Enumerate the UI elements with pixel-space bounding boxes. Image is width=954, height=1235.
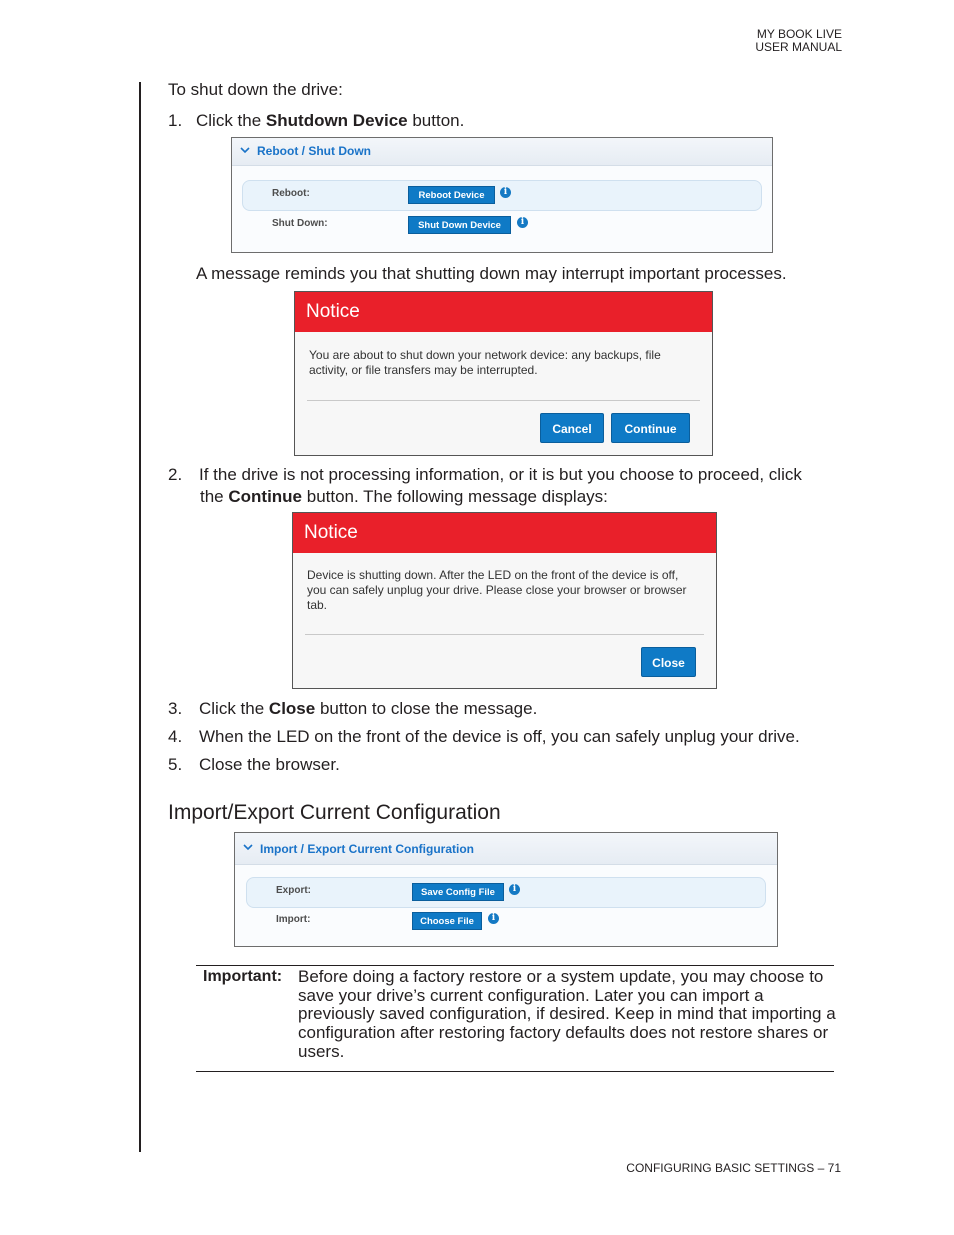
panel-header[interactable]: [232, 138, 772, 166]
notice-divider: [305, 634, 704, 635]
emphasis: Shutdown Device: [265, 111, 408, 130]
emphasis: Continue: [228, 487, 303, 506]
chevron-down-icon: [240, 145, 250, 155]
notice-divider: [307, 400, 700, 401]
step-1: 1. Click the Shutdown Device button.: [168, 111, 465, 130]
page-footer: CONFIGURING BASIC SETTINGS – 71: [626, 1161, 841, 1175]
info-icon[interactable]: i: [517, 217, 528, 228]
step-2-continued: the Continue button. The following message displays:: [200, 487, 608, 506]
import-export-panel: [234, 832, 778, 947]
notice-message: Device is shutting down. After the LED on the front of the device is off, you can safely unplug your drive. Please close your browser or browser tab.: [307, 568, 687, 612]
notice-title: Notice: [304, 522, 358, 543]
header-manual: USER MANUAL: [755, 40, 842, 54]
choose-file-button[interactable]: Choose File: [412, 912, 482, 930]
info-icon[interactable]: i: [500, 187, 511, 198]
notice-header: [293, 513, 716, 553]
emphasis: Close: [268, 699, 316, 718]
export-label: Export:: [276, 885, 311, 896]
step-4: 4. When the LED on the front of the device is off, you can safely unplug your drive.: [168, 727, 800, 746]
info-icon[interactable]: i: [488, 913, 499, 924]
import-label: Import:: [276, 914, 311, 925]
section-heading: Import/Export Current Configuration: [168, 801, 501, 824]
step-number: 4.: [168, 727, 183, 746]
notice-message: You are about to shut down your network device: any backups, file activity, or file transfers may be interrupted.: [309, 348, 661, 377]
intro-text: To shut down the drive:: [168, 80, 343, 99]
note-top-rule: [196, 965, 834, 966]
step-3: 3. Click the Close button to close the message.: [168, 699, 538, 718]
notice-dialog-warning: [294, 291, 713, 456]
step-number: 3.: [168, 699, 183, 718]
continue-button[interactable]: Continue: [611, 413, 690, 443]
panel-header[interactable]: [235, 833, 777, 865]
panel-title: Import / Export Current Configuration: [260, 842, 474, 856]
step-2: 2. If the drive is not processing information, or it is but you choose to proceed, click: [168, 465, 802, 484]
shutdown-device-button[interactable]: Shut Down Device: [408, 216, 511, 234]
margin-rule: [139, 82, 141, 1152]
reboot-device-button[interactable]: Reboot Device: [408, 186, 495, 204]
step-number: 2.: [168, 465, 183, 484]
panel-row-highlight: [246, 877, 766, 908]
notice-header: [295, 292, 712, 332]
running-header: [755, 28, 842, 54]
shutdown-label: Shut Down:: [272, 218, 328, 229]
header-product: MY BOOK LIVE: [756, 27, 842, 41]
step-number: 5.: [168, 755, 183, 774]
important-label: Important:: [203, 968, 283, 985]
reminder-text: A message reminds you that shutting down may interrupt important processes.: [196, 264, 787, 283]
close-button[interactable]: Close: [641, 647, 696, 677]
notice-dialog-shutting-down: [292, 512, 717, 689]
note-bottom-rule: [196, 1071, 834, 1072]
notice-title: Notice: [306, 301, 360, 322]
cancel-button[interactable]: Cancel: [540, 413, 604, 443]
reboot-label: Reboot:: [272, 188, 310, 199]
panel-title: Reboot / Shut Down: [257, 144, 371, 158]
step-number: 1.: [168, 111, 183, 130]
reboot-shutdown-panel: [231, 137, 773, 253]
step-5: 5. Close the browser.: [168, 755, 340, 774]
chevron-down-icon: [243, 842, 253, 852]
important-text: Before doing a factory restore or a system update, you may choose to save your drive’s current configuration. Later you can import a previously saved configuration, if desired. Keep in mind that importing a configuration after restoring factory defaults does not restore shares or users.: [298, 967, 836, 1061]
save-config-file-button[interactable]: Save Config File: [412, 883, 504, 901]
info-icon[interactable]: i: [509, 884, 520, 895]
